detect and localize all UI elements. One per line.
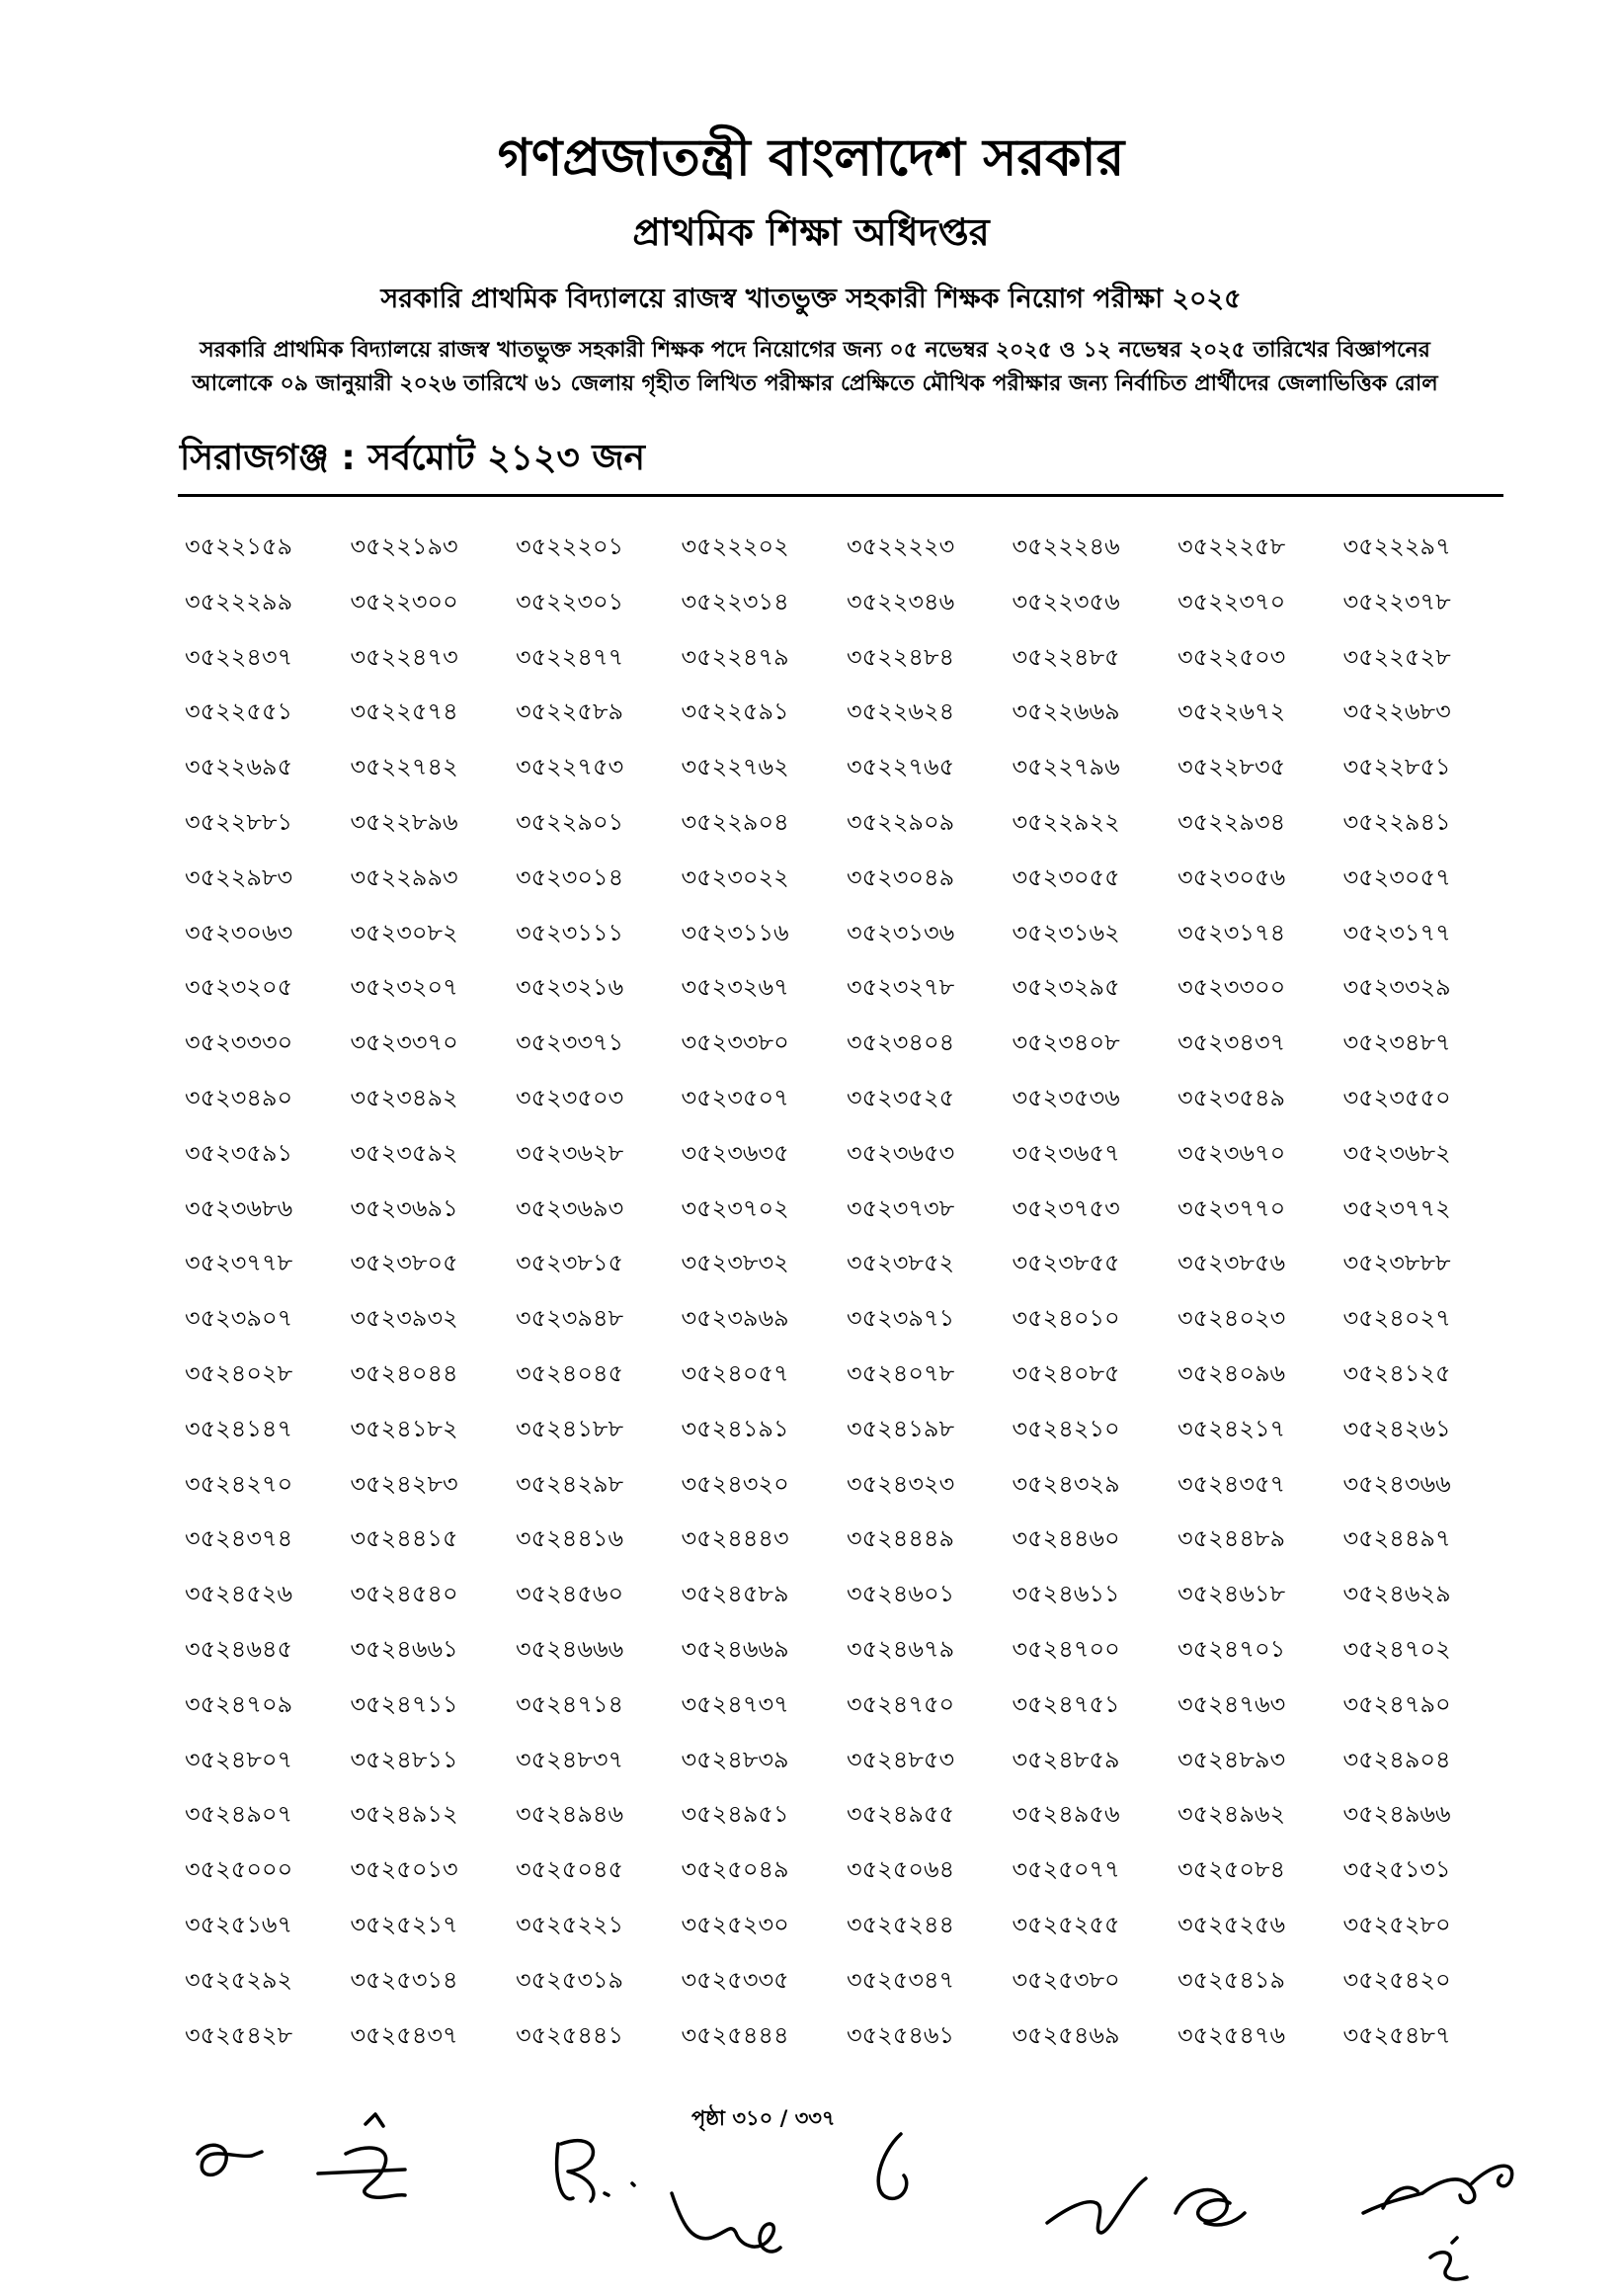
- roll-number: ৩৫২৪৯৫৫: [847, 1800, 955, 1829]
- roll-number: ৩৫২৪৭৯০: [1342, 1689, 1451, 1718]
- roll-number: ৩৫২৩৩৭১: [516, 1028, 624, 1057]
- roll-number: ৩৫২৫০০০: [185, 1855, 293, 1884]
- roll-number: ৩৫২৫৪৬১: [847, 2020, 955, 2049]
- roll-number: ৩৫২৪১৯১: [681, 1414, 789, 1442]
- roll-number: ৩৫২৪০৮৫: [1012, 1358, 1120, 1387]
- roll-number: ৩৫২৫৩৩৫: [681, 1965, 789, 1994]
- roll-number: ৩৫২৫৪৬৯: [1012, 2020, 1120, 2049]
- roll-number: ৩৫২৪৬৭৯: [847, 1634, 955, 1663]
- roll-number: ৩৫২২২৯৯: [185, 587, 293, 615]
- roll-number: ৩৫২২৮৯৬: [350, 807, 458, 836]
- roll-number: ৩৫২৩৯৩২: [350, 1304, 458, 1333]
- roll-number: ৩৫২৪৭৫১: [1012, 1689, 1120, 1718]
- roll-number: ৩৫২৫৩৪৭: [847, 1965, 955, 1994]
- roll-number: ৩৫২৩০৫৬: [1177, 862, 1286, 891]
- roll-number: ৩৫২৪৭১১: [350, 1689, 458, 1718]
- roll-number: ৩৫২৩২৬৭: [681, 973, 789, 1002]
- roll-number: ৩৫২৫০৮৪: [1177, 1855, 1286, 1884]
- roll-number: ৩৫২৫২৫৬: [1177, 1910, 1286, 1938]
- roll-number: ৩৫২৩৫৯১: [185, 1138, 293, 1167]
- roll-number: ৩৫২৪২৬১: [1342, 1414, 1451, 1442]
- notice-text: সরকারি প্রাথমিক বিদ্যালয়ে রাজস্ব খাতভুক্ত সহকারী শিক্ষক পদে নিয়োগের জন্য ০৫ নভেম্বর ২০২৫ ও ১২ নভেম্বর ২০২৫ তারিখের বিজ্ঞাপনের আলোকে ০৯ জানুয়ারী ২০২৬ তারিখে ৬১ জেলায় গৃহীত লিখিত পরীক্ষার প্রেক্ষিতে মৌখিক পরীক্ষার জন্য নির্বাচিত প্রার্থীদের জেলাভিত্তিক রোল: [192, 338, 1438, 396]
- roll-number: ৩৫২৩৬৩৫: [681, 1138, 789, 1167]
- roll-number: ৩৫২৪৩২৩: [847, 1469, 955, 1498]
- roll-number: ৩৫২৪৭০৯: [185, 1689, 293, 1718]
- roll-number: ৩৫২৪০৪৪: [350, 1358, 458, 1387]
- roll-number: ৩৫২৪২৮৩: [350, 1469, 458, 1498]
- roll-number: ৩৫২৫০১৩: [350, 1855, 458, 1884]
- roll-number: ৩৫২২৩৪৬: [847, 587, 955, 615]
- roll-number: ৩৫২৪৩২০: [681, 1469, 789, 1498]
- roll-number: ৩৫২৩৫৯২: [350, 1138, 458, 1167]
- roll-number: ৩৫২৪৮৫৩: [847, 1745, 955, 1773]
- roll-number: ৩৫২২১৯৩: [350, 533, 458, 560]
- exam-title: সরকারি প্রাথমিক বিদ্যালয়ে রাজস্ব খাতভুক্ত সহকারী শিক্ষক নিয়োগ পরীক্ষা ২০২৫: [380, 284, 1242, 314]
- roll-number: ৩৫২২২২৩: [847, 533, 955, 560]
- roll-number: ৩৫২৩১৭৭: [1342, 918, 1451, 946]
- roll-number: ৩৫২৩৫৪৯: [1177, 1083, 1286, 1111]
- roll-number: ৩৫২৪৪৮৯: [1177, 1524, 1286, 1553]
- roll-number: ৩৫২৪৩২৯: [1012, 1469, 1120, 1498]
- roll-number: ৩৫২৩১১১: [516, 918, 624, 946]
- roll-number: ৩৫২৩০৫৭: [1342, 862, 1451, 891]
- roll-number: ৩৫২৪৯৫৬: [1012, 1800, 1120, 1829]
- roll-number: ৩৫২৪৫৬০: [516, 1580, 624, 1608]
- roll-number: ৩৫২৩০১৪: [516, 862, 624, 891]
- roll-number: ৩৫২৩৭৫৩: [1012, 1193, 1120, 1222]
- roll-number: ৩৫২৪৯৫১: [681, 1800, 789, 1829]
- roll-number: ৩৫২৫২২১: [516, 1910, 624, 1938]
- roll-number: ৩৫২৪৬৪৫: [185, 1634, 293, 1663]
- roll-number: ৩৫২৪৫৪০: [350, 1580, 458, 1608]
- roll-number: ৩৫২৩৩০০: [1177, 973, 1286, 1002]
- roll-number: ৩৫২৩২০৭: [350, 973, 458, 1002]
- roll-number: ৩৫২২৬৬৯: [1012, 697, 1120, 726]
- roll-number: ৩৫২৩০৫৫: [1012, 862, 1120, 891]
- roll-number: ৩৫২৩৪৩৭: [1177, 1028, 1286, 1057]
- roll-number: ৩৫২২৭৯৬: [1012, 753, 1120, 781]
- roll-number: ৩৫২৩৬২৮: [516, 1138, 624, 1167]
- roll-number: ৩৫২৫৪৮৭: [1342, 2020, 1451, 2049]
- roll-number: ৩৫২৪৫৮৯: [681, 1580, 789, 1608]
- roll-number: ৩৫২৩০৬৩: [185, 918, 293, 946]
- roll-number: ৩৫২৪০৭৮: [847, 1358, 955, 1387]
- roll-number: ৩৫২৫২৩০: [681, 1910, 789, 1938]
- roll-number: ৩৫২২৪৮৪: [847, 642, 955, 671]
- roll-number: ৩৫২৩৬৯৩: [516, 1193, 624, 1222]
- roll-number: ৩৫২২৬২৪: [847, 697, 955, 726]
- roll-number: ৩৫২৩৭০২: [681, 1193, 789, 1222]
- roll-number: ৩৫২২৯৪১: [1342, 807, 1451, 836]
- roll-number: ৩৫২২৯০৯: [847, 807, 955, 836]
- government-title: গণপ্রজাতন্ত্রী বাংলাদেশ সরকার: [497, 128, 1125, 188]
- roll-number: ৩৫২২৭৫৩: [516, 753, 624, 781]
- roll-number: ৩৫২৪৬১১: [1012, 1580, 1120, 1608]
- roll-number: ৩৫২৩৩৩০: [185, 1028, 293, 1057]
- roll-number: ৩৫২৪১৮৮: [516, 1414, 624, 1442]
- roll-number: ৩৫২২৭৬২: [681, 753, 789, 781]
- roll-number: ৩৫২২৩৭০: [1177, 587, 1286, 615]
- roll-number: ৩৫২৪৮৫৯: [1012, 1745, 1120, 1773]
- roll-number: ৩৫২৪৬২৯: [1342, 1580, 1451, 1608]
- roll-number: ৩৫২৩৪০৮: [1012, 1028, 1120, 1057]
- roll-number: ৩৫২৫২৪৪: [847, 1910, 955, 1938]
- roll-number: ৩৫২৪৩৫৭: [1177, 1469, 1286, 1498]
- roll-number: ৩৫২৩৪৯০: [185, 1083, 293, 1111]
- roll-number: ৩৫২৫৩১৯: [516, 1965, 624, 1994]
- roll-number: ৩৫২৩৩৭০: [350, 1028, 458, 1057]
- roll-number: ৩৫২৪৯০৭: [185, 1800, 293, 1829]
- roll-number: ৩৫২৫৪৭৬: [1177, 2020, 1286, 2049]
- roll-number: ৩৫২৫৪২০: [1342, 1965, 1451, 1994]
- roll-number: ৩৫২৩৫০৭: [681, 1083, 789, 1111]
- roll-number: ৩৫২২২৯৭: [1342, 533, 1451, 560]
- roll-number: ৩৫২৫২৫৫: [1012, 1910, 1120, 1938]
- roll-number: ৩৫২৫৪২৮: [185, 2020, 293, 2049]
- roll-number: ৩৫২৩০৮২: [350, 918, 458, 946]
- roll-number: ৩৫২৫০৪৯: [681, 1855, 789, 1884]
- roll-number: ৩৫২২৭৪২: [350, 753, 458, 781]
- roll-number: ৩৫২২৪৭৭: [516, 642, 624, 671]
- roll-number: ৩৫২৩৪৯২: [350, 1083, 458, 1111]
- roll-number: ৩৫২২৫৮৯: [516, 697, 624, 726]
- roll-number: ৩৫২২২৫৮: [1177, 533, 1286, 560]
- roll-number: ৩৫২২৮৩৫: [1177, 753, 1286, 781]
- roll-number: ৩৫২২৫২৮: [1342, 642, 1451, 671]
- roll-number: ৩৫২৫৩৮০: [1012, 1965, 1120, 1994]
- roll-number: ৩৫২৩৬৫৩: [847, 1138, 955, 1167]
- roll-number: ৩৫২৩৮৫৫: [1012, 1249, 1120, 1277]
- roll-number: ৩৫২২১৫৯: [185, 533, 293, 560]
- roll-number: ৩৫২৪৪৬০: [1012, 1524, 1120, 1553]
- roll-number: ৩৫২২৮৫১: [1342, 753, 1451, 781]
- roll-number: ৩৫২৫০৭৭: [1012, 1855, 1120, 1884]
- roll-number: ৩৫২৪০৯৬: [1177, 1358, 1286, 1387]
- roll-number: ৩৫২২৬৯৫: [185, 753, 293, 781]
- roll-number: ৩৫২৩২০৫: [185, 973, 293, 1002]
- roll-number: ৩৫২৪৪১৫: [350, 1524, 458, 1553]
- roll-number: ৩৫২৩৭৭৮: [185, 1249, 293, 1277]
- roll-number: ৩৫২২৫৯১: [681, 697, 789, 726]
- roll-number: ৩৫২৩১৬২: [1012, 918, 1120, 946]
- roll-number: ৩৫২৫৪১৯: [1177, 1965, 1286, 1994]
- roll-number: ৩৫২৪৯৬২: [1177, 1800, 1286, 1829]
- roll-number: ৩৫২৩৭৭০: [1177, 1193, 1286, 1222]
- roll-number: ৩৫২৩৯০৭: [185, 1304, 293, 1333]
- roll-number: ৩৫২৩৫০৩: [516, 1083, 624, 1111]
- roll-number: ৩৫২৪৭০১: [1177, 1634, 1286, 1663]
- roll-number: ৩৫২২৫৭৪: [350, 697, 458, 726]
- roll-number: ৩৫২৩৩২৯: [1342, 973, 1451, 1002]
- roll-number: ৩৫২৪৮৩৭: [516, 1745, 624, 1773]
- roll-number: ৩৫২৩৬৭০: [1177, 1138, 1286, 1167]
- roll-number-grid: [185, 531, 1508, 2074]
- roll-number: ৩৫২৫৩১৪: [350, 1965, 458, 1994]
- roll-number: ৩৫২৩৩৮০: [681, 1028, 789, 1057]
- roll-number: ৩৫২২৪৭৩: [350, 642, 458, 671]
- roll-number: ৩৫২৪৬৬৯: [681, 1634, 789, 1663]
- roll-number: ৩৫২৫২৯২: [185, 1965, 293, 1994]
- roll-number: ৩৫২৩৮৫৬: [1177, 1249, 1286, 1277]
- roll-number: ৩৫২৩৯৪৮: [516, 1304, 624, 1333]
- roll-number: ৩৫২৪৭৫০: [847, 1689, 955, 1718]
- roll-number: ৩৫২৪৪১৬: [516, 1524, 624, 1553]
- roll-number: ৩৫২২৫৫১: [185, 697, 293, 726]
- roll-number: ৩৫২২২০১: [516, 533, 624, 560]
- roll-number: ৩৫২৩৮৫২: [847, 1249, 955, 1277]
- roll-number: ৩৫২২৩৫৬: [1012, 587, 1120, 615]
- roll-number: ৩৫২৩২৯৫: [1012, 973, 1120, 1002]
- roll-number: ৩৫২৩১১৬: [681, 918, 789, 946]
- roll-number: ৩৫২৪৬১৮: [1177, 1580, 1286, 1608]
- roll-number: ৩৫২৩৭৭২: [1342, 1193, 1451, 1222]
- roll-number: ৩৫২৩৯৬৯: [681, 1304, 789, 1333]
- heading-divider: [178, 494, 1503, 497]
- roll-number: ৩৫২২৯৮৩: [185, 862, 293, 891]
- roll-number: ৩৫২২৪৩৭: [185, 642, 293, 671]
- roll-number: ৩৫২৩৮৩২: [681, 1249, 789, 1277]
- page-number: পৃষ্ঠা ৩১০ / ৩৩৭: [691, 2106, 836, 2130]
- roll-number: ৩৫২৩৯৭১: [847, 1304, 955, 1333]
- roll-number: ৩৫২৫২১৭: [350, 1910, 458, 1938]
- roll-number: ৩৫২৪০২৮: [185, 1358, 293, 1387]
- roll-number: ৩৫২৩৪৮৭: [1342, 1028, 1451, 1057]
- roll-number: ৩৫২২৮৮১: [185, 807, 293, 836]
- roll-number: ৩৫২২৪৮৫: [1012, 642, 1120, 671]
- roll-number: ৩৫২৪৪৪৯: [847, 1524, 955, 1553]
- district-heading: সিরাজগঞ্জ : সর্বমোট ২১২৩ জন: [180, 438, 646, 478]
- roll-number: ৩৫২৪২৭০: [185, 1469, 293, 1498]
- roll-number: ৩৫২৪৭০০: [1012, 1634, 1120, 1663]
- roll-number: ৩৫২৩৫৩৬: [1012, 1083, 1120, 1111]
- roll-number: ৩৫২৪৯৪৬: [516, 1800, 624, 1829]
- roll-number: ৩৫২৩০২২: [681, 862, 789, 891]
- roll-number: ৩৫২২৯৩৪: [1177, 807, 1286, 836]
- roll-number: ৩৫২৪৩৭৪: [185, 1524, 293, 1553]
- roll-number: ৩৫২৪৮০৭: [185, 1745, 293, 1773]
- roll-number: ৩৫২৩৪০৪: [847, 1028, 955, 1057]
- roll-number: ৩৫২৩৭৩৮: [847, 1193, 955, 1222]
- roll-number: ৩৫২৪৬৬৬: [516, 1634, 624, 1663]
- roll-number: ৩৫২৪৭০২: [1342, 1634, 1451, 1663]
- roll-number: ৩৫২৪৮৯৩: [1177, 1745, 1286, 1773]
- department-title: প্রাথমিক শিক্ষা অধিদপ্তর: [632, 210, 990, 254]
- roll-number: ৩৫২৪৯৬৬: [1342, 1800, 1451, 1829]
- roll-number: ৩৫২৩২১৬: [516, 973, 624, 1002]
- roll-number: ৩৫২৪৮১১: [350, 1745, 458, 1773]
- roll-number: ৩৫২২৯২২: [1012, 807, 1120, 836]
- roll-number: ৩৫২২৯৯৩: [350, 862, 458, 891]
- roll-number: ৩৫২৪৬৬১: [350, 1634, 458, 1663]
- roll-number: ৩৫২৩৬৮২: [1342, 1138, 1451, 1167]
- roll-number: ৩৫২৪৯০৪: [1342, 1745, 1451, 1773]
- roll-number: ৩৫২৫৪৩৭: [350, 2020, 458, 2049]
- roll-number: ৩৫২৩৮১৫: [516, 1249, 624, 1277]
- roll-number: ৩৫২২৩৭৮: [1342, 587, 1451, 615]
- roll-number: ৩৫২৪২৯৮: [516, 1469, 624, 1498]
- roll-number: ৩৫২৫১৬৭: [185, 1910, 293, 1938]
- roll-number: ৩৫২২৬৮৩: [1342, 697, 1451, 726]
- roll-number: ৩৫২৪৪৯৭: [1342, 1524, 1451, 1553]
- roll-number: ৩৫২৪৪৪৩: [681, 1524, 789, 1553]
- roll-number: ৩৫২২৯০১: [516, 807, 624, 836]
- roll-number: ৩৫২৪৫২৬: [185, 1580, 293, 1608]
- roll-number: ৩৫২৪৭৬৩: [1177, 1689, 1286, 1718]
- roll-number: ৩৫২২৭৬৫: [847, 753, 955, 781]
- roll-number: ৩৫২৪২১৭: [1177, 1414, 1286, 1442]
- roll-number: ৩৫২২৪৭৯: [681, 642, 789, 671]
- roll-number: ৩৫২৪৭৩৭: [681, 1689, 789, 1718]
- roll-number: ৩৫২৫০৬৪: [847, 1855, 955, 1884]
- roll-number: ৩৫২৩৬৫৭: [1012, 1138, 1120, 1167]
- roll-number: ৩৫২৪১৪৭: [185, 1414, 293, 1442]
- roll-number: ৩৫২৪০৫৭: [681, 1358, 789, 1387]
- roll-number: ৩৫২৩১৭৪: [1177, 918, 1286, 946]
- roll-number: ৩৫২২২৪৬: [1012, 533, 1120, 560]
- roll-number: ৩৫২৩৮০৫: [350, 1249, 458, 1277]
- roll-number: ৩৫২৩৫২৫: [847, 1083, 955, 1111]
- roll-number: ৩৫২৫৪৪৪: [681, 2020, 789, 2049]
- roll-number: ৩৫২৪৮৩৯: [681, 1745, 789, 1773]
- roll-number: ৩৫২৩৬৯১: [350, 1193, 458, 1222]
- roll-number: ৩৫২৪০২৭: [1342, 1304, 1451, 1333]
- roll-number: ৩৫২২৯০৪: [681, 807, 789, 836]
- roll-number: ৩৫২৩৮৮৮: [1342, 1249, 1451, 1277]
- roll-number: ৩৫২২৩০১: [516, 587, 624, 615]
- roll-number: ৩৫২৪০৪৫: [516, 1358, 624, 1387]
- roll-number: ৩৫২৪১৯৮: [847, 1414, 955, 1442]
- roll-number: ৩৫২৫০৪৫: [516, 1855, 624, 1884]
- roll-number: ৩৫২৪২১০: [1012, 1414, 1120, 1442]
- roll-number: ৩৫২২৩১৪: [681, 587, 789, 615]
- document-header: [0, 128, 1622, 316]
- roll-number: ৩৫২৩১৩৬: [847, 918, 955, 946]
- roll-number: ৩৫২৩৫৫০: [1342, 1083, 1451, 1111]
- roll-number: ৩৫২৪৭১৪: [516, 1689, 624, 1718]
- roll-number: ৩৫২৩০৪৯: [847, 862, 955, 891]
- signatures: [0, 2085, 1622, 2296]
- roll-number: ৩৫২৩২৭৮: [847, 973, 955, 1002]
- roll-number: ৩৫২৫১৩১: [1342, 1855, 1451, 1884]
- roll-number: ৩৫২৪০২৩: [1177, 1304, 1286, 1333]
- roll-number: ৩৫২২৬৭২: [1177, 697, 1286, 726]
- roll-number: ৩৫২৪৯১২: [350, 1800, 458, 1829]
- roll-number: ৩৫২৪১৮২: [350, 1414, 458, 1442]
- roll-number: ৩৫২৪৬০১: [847, 1580, 955, 1608]
- roll-number: ৩৫২২৩০০: [350, 587, 458, 615]
- roll-number: ৩৫২৩৬৮৬: [185, 1193, 293, 1222]
- roll-number: ৩৫২৫৪৪১: [516, 2020, 624, 2049]
- roll-number: ৩৫২৫২৮০: [1342, 1910, 1451, 1938]
- roll-number: ৩৫২২৫০৩: [1177, 642, 1286, 671]
- roll-number: ৩৫২৪৩৬৬: [1342, 1469, 1451, 1498]
- roll-number: ৩৫২৪০১০: [1012, 1304, 1120, 1333]
- roll-number: ৩৫২২২০২: [681, 533, 789, 560]
- roll-number: ৩৫২৪১২৫: [1342, 1358, 1451, 1387]
